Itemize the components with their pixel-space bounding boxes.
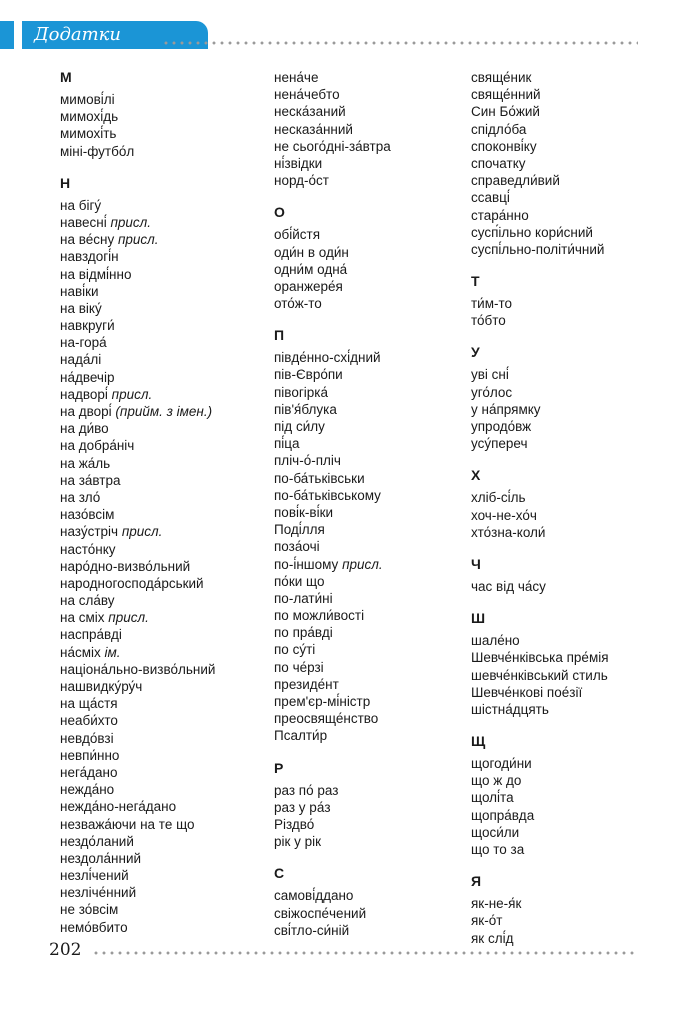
word-entry xyxy=(471,224,609,241)
word-text: по-ба́тьківському xyxy=(274,487,381,503)
word-text: на́двечір xyxy=(60,369,115,385)
letter-section xyxy=(274,69,391,189)
grammar-note: присл. xyxy=(111,386,153,402)
word-entry xyxy=(274,799,391,816)
word-entry xyxy=(274,86,391,103)
word-text: міні-футбо́л xyxy=(60,143,135,159)
word-entry xyxy=(471,524,609,541)
page-number: 202 xyxy=(49,940,82,960)
word-entry xyxy=(471,384,609,401)
letter-section xyxy=(471,610,609,718)
word-entry xyxy=(274,384,391,401)
word-text: на жа́ль xyxy=(60,455,111,471)
word-entry xyxy=(60,266,215,283)
word-entry xyxy=(471,507,609,524)
word-text: по-і́ншому xyxy=(274,556,339,572)
word-entry xyxy=(471,172,609,189)
word-entry xyxy=(471,772,609,789)
word-entry xyxy=(471,912,609,929)
word-text: стара́нно xyxy=(471,207,529,223)
word-entry xyxy=(471,489,609,506)
word-text: щолі́та xyxy=(471,790,514,806)
word-text: спочатку xyxy=(471,155,526,171)
word-text: Шевче́нківська пре́мія xyxy=(471,650,609,666)
word-text: спідло́ба xyxy=(471,121,527,137)
word-entry xyxy=(274,676,391,693)
word-text: нашвидку́ру́ч xyxy=(60,679,143,694)
word-entry xyxy=(60,214,215,231)
word-entry xyxy=(60,816,215,833)
word-text: щогоди́ни xyxy=(471,756,532,772)
word-text: навесні́ xyxy=(60,214,107,230)
word-text: незлі́чений xyxy=(60,868,129,884)
word-entry xyxy=(60,489,215,506)
word-text: націона́льно-визво́льний xyxy=(60,661,216,677)
word-entry xyxy=(471,824,609,841)
letter-section xyxy=(471,69,609,258)
word-entry xyxy=(471,789,609,806)
word-text: хоч-не-хо́ч xyxy=(471,507,537,523)
word-entry xyxy=(60,283,215,300)
word-text: на дворі́ xyxy=(60,404,112,419)
word-text: наспра́вді xyxy=(60,627,122,643)
word-entry xyxy=(60,678,215,695)
word-entry xyxy=(60,143,215,160)
word-text: Псалти́р xyxy=(274,728,328,744)
word-entry xyxy=(274,887,391,904)
word-entry xyxy=(274,659,391,676)
word-text: наро́дно-визво́льний xyxy=(60,558,191,574)
word-text: нездола́нний xyxy=(60,850,142,866)
word-entry xyxy=(274,624,391,641)
word-text: на ве́сну xyxy=(60,232,115,248)
word-entry xyxy=(274,590,391,607)
word-entry xyxy=(274,155,391,172)
word-text: як слі́д xyxy=(471,930,514,946)
word-text: по че́рзі xyxy=(274,659,324,675)
word-entry xyxy=(274,226,391,243)
section-letter: С xyxy=(274,865,285,882)
word-entry xyxy=(60,197,215,214)
word-text: сусп́ільно кори́сний xyxy=(471,224,593,240)
word-text: нада́лі xyxy=(60,352,102,368)
word-entry xyxy=(274,69,391,86)
word-column-1 xyxy=(60,69,215,951)
word-entry xyxy=(471,138,609,155)
word-text: пові́к-ві́ки xyxy=(274,504,334,520)
word-entry xyxy=(274,278,391,295)
word-entry xyxy=(274,538,391,555)
word-entry xyxy=(274,782,391,799)
word-entry xyxy=(471,103,609,120)
word-text: по́ки що xyxy=(274,573,325,589)
word-text: немо́вбито xyxy=(60,919,128,935)
word-column-2 xyxy=(274,69,391,954)
word-entry xyxy=(60,730,215,747)
word-entry xyxy=(60,764,215,781)
word-text: ото́ж-то xyxy=(274,296,322,312)
word-entry xyxy=(60,695,215,712)
word-text: невпи́нно xyxy=(60,747,120,763)
word-entry xyxy=(471,684,609,701)
word-entry xyxy=(274,816,391,833)
word-text: на ща́стя xyxy=(60,696,118,712)
section-letter: У xyxy=(471,344,480,361)
word-entry xyxy=(60,386,215,403)
word-text: рік у рік xyxy=(274,834,322,850)
word-entry xyxy=(471,755,609,772)
grammar-note: присл. xyxy=(342,556,383,572)
word-entry xyxy=(471,701,609,718)
word-entry xyxy=(60,523,215,540)
word-entry xyxy=(274,521,391,538)
word-entry xyxy=(471,435,609,452)
word-entry xyxy=(471,189,609,206)
word-entry xyxy=(60,231,215,248)
letter-section xyxy=(471,467,609,541)
word-text: шале́но xyxy=(471,633,520,649)
footer-dotted-rule xyxy=(92,951,638,955)
word-text: не зо́всім xyxy=(60,902,119,918)
word-text: на відмі́нно xyxy=(60,266,132,282)
word-text: раз по́ раз xyxy=(274,782,339,798)
word-entry xyxy=(60,455,215,472)
word-text: сві́тло-си́ній xyxy=(274,922,350,938)
word-entry xyxy=(471,155,609,172)
word-entry xyxy=(274,401,391,418)
word-text: пі́ца xyxy=(274,436,300,452)
grammar-note: (прийм. з імен.) xyxy=(115,404,213,419)
word-text: упродо́вж xyxy=(471,419,532,434)
word-entry xyxy=(60,472,215,489)
word-entry xyxy=(471,418,609,435)
word-text: щопра́вда xyxy=(471,807,535,823)
word-column-3 xyxy=(471,69,609,962)
word-text: оди́н в оди́н xyxy=(274,244,349,260)
word-entry xyxy=(274,470,391,487)
word-entry xyxy=(274,556,391,573)
word-entry xyxy=(471,207,609,224)
grammar-note: присл. xyxy=(110,214,152,230)
word-text: як-не-я́к xyxy=(471,896,522,912)
grammar-note: присл. xyxy=(108,610,149,626)
word-entry xyxy=(471,241,609,258)
word-entry xyxy=(60,575,215,592)
word-text: норд-о́ст xyxy=(274,173,329,189)
letter-section xyxy=(274,760,391,851)
letter-section xyxy=(274,204,391,312)
word-entry xyxy=(471,86,609,103)
word-entry xyxy=(60,334,215,351)
word-text: по су́ті xyxy=(274,642,316,658)
word-text: на-гора́ xyxy=(60,335,107,351)
word-entry xyxy=(60,901,215,918)
word-text: Шевче́нкові пое́зії xyxy=(471,684,583,700)
word-entry xyxy=(60,300,215,317)
word-text: одни́м одна́ xyxy=(274,261,348,277)
word-entry xyxy=(274,487,391,504)
word-text: щоси́ли xyxy=(471,824,520,840)
word-entry xyxy=(471,366,609,383)
word-text: навкруги́ xyxy=(60,318,115,334)
word-entry xyxy=(60,661,215,678)
word-text: неска́заний xyxy=(274,104,346,120)
word-entry xyxy=(471,312,609,329)
word-entry xyxy=(60,420,215,437)
word-entry xyxy=(471,895,609,912)
letter-section xyxy=(471,273,609,329)
word-entry xyxy=(60,712,215,729)
word-text: пів-Євро́пи xyxy=(274,367,343,383)
word-entry xyxy=(274,641,391,658)
word-text: на́сміх xyxy=(60,644,101,660)
word-entry xyxy=(274,138,391,155)
word-text: назу́стріч xyxy=(60,524,119,540)
word-text: на сміх xyxy=(60,610,105,626)
word-text: наві́ки xyxy=(60,283,99,299)
word-entry xyxy=(60,369,215,386)
word-text: ссавці́ xyxy=(471,190,510,206)
word-text: споконві́ку xyxy=(471,138,537,154)
letter-section xyxy=(274,327,391,744)
word-entry xyxy=(274,504,391,521)
word-entry xyxy=(60,798,215,815)
word-entry xyxy=(274,349,391,366)
word-entry xyxy=(60,351,215,368)
section-letter: П xyxy=(274,327,285,344)
word-text: невдо́взі xyxy=(60,730,114,746)
section-letter: Ш xyxy=(471,610,486,627)
word-text: по-лати́ні xyxy=(274,590,333,606)
word-entry xyxy=(471,121,609,138)
word-entry xyxy=(274,435,391,452)
word-text: пліч-о́-пліч xyxy=(274,453,341,469)
word-text: по пра́вді xyxy=(274,625,333,641)
word-entry xyxy=(60,747,215,764)
word-entry xyxy=(60,850,215,867)
word-text: на зло́ xyxy=(60,489,101,505)
word-text: свяще́нний xyxy=(471,87,541,103)
word-entry xyxy=(60,558,215,575)
word-entry xyxy=(60,644,215,661)
section-letter: Н xyxy=(60,174,71,191)
word-text: півогірка́ xyxy=(274,384,328,400)
word-text: нега́дано xyxy=(60,764,118,780)
word-text: Поді́лля xyxy=(274,522,325,538)
word-text: на ди́во xyxy=(60,421,109,437)
section-letter: Х xyxy=(471,467,481,484)
word-entry xyxy=(274,261,391,278)
letter-section xyxy=(274,865,391,939)
word-text: неаби́хто xyxy=(60,713,118,729)
word-entry xyxy=(471,401,609,418)
grammar-note: присл. xyxy=(121,524,163,540)
grammar-note: ім. xyxy=(104,644,121,660)
word-entry xyxy=(60,437,215,454)
word-entry xyxy=(274,244,391,261)
word-text: нездо́ланий xyxy=(60,833,134,849)
word-text: на сла́ву xyxy=(60,593,115,609)
word-entry xyxy=(60,781,215,798)
word-entry xyxy=(60,626,215,643)
word-entry xyxy=(60,833,215,850)
word-text: хто́зна-коли́ xyxy=(471,524,546,540)
section-letter: Я xyxy=(471,873,482,890)
word-entry xyxy=(274,366,391,383)
section-letter: Ч xyxy=(471,555,481,572)
section-letter: Т xyxy=(471,273,480,290)
word-text: насто́нку xyxy=(60,541,116,557)
word-text: суспі́льно-політи́чний xyxy=(471,241,605,257)
word-text: президе́нт xyxy=(274,676,339,692)
word-text: незважа́ючи на те що xyxy=(60,816,195,832)
word-entry xyxy=(60,541,215,558)
word-text: свіжоспе́чений xyxy=(274,905,367,921)
word-entry xyxy=(60,867,215,884)
header-dotted-rule xyxy=(162,41,638,45)
letter-section xyxy=(60,175,215,936)
word-entry xyxy=(471,841,609,858)
word-text: мимохі́ть xyxy=(60,126,117,142)
word-entry xyxy=(274,295,391,312)
word-entry xyxy=(60,403,215,420)
word-entry xyxy=(274,172,391,189)
letter-section xyxy=(60,69,215,160)
word-text: справедли́вий xyxy=(471,173,560,189)
section-title: Додатки xyxy=(34,24,122,45)
word-text: преосвяще́нство xyxy=(274,711,379,727)
word-entry xyxy=(274,693,391,710)
word-text: Різдво́ xyxy=(274,816,315,832)
word-entry xyxy=(274,452,391,469)
word-text: Син Бо́жий xyxy=(471,104,540,120)
word-text: пів'я́блука xyxy=(274,401,337,417)
word-text: обі́йстя xyxy=(274,227,321,243)
word-entry xyxy=(471,649,609,666)
word-text: на добра́ніч xyxy=(60,438,135,454)
word-text: під си́лу xyxy=(274,419,325,434)
word-entry xyxy=(60,884,215,901)
word-entry xyxy=(274,121,391,138)
header-accent-stripe xyxy=(0,21,14,49)
word-entry xyxy=(274,905,391,922)
word-text: нена́чебто xyxy=(274,87,340,103)
word-entry xyxy=(274,710,391,727)
section-letter: Щ xyxy=(471,733,486,750)
word-entry xyxy=(471,578,609,595)
word-text: навздогі́н xyxy=(60,249,119,265)
word-text: поза́очі xyxy=(274,539,320,555)
word-entry xyxy=(274,573,391,590)
word-text: на за́втра xyxy=(60,472,121,488)
word-text: оранжере́я xyxy=(274,278,343,294)
word-text: уві сні́ xyxy=(471,367,509,383)
word-text: шевче́нківський стиль xyxy=(471,667,608,683)
word-text: нена́че xyxy=(274,70,319,85)
word-text: по можли́вості xyxy=(274,608,365,624)
word-text: що то за xyxy=(471,842,525,857)
word-text: свяще́ник xyxy=(471,70,532,85)
word-entry xyxy=(60,919,215,936)
word-entry xyxy=(471,295,609,312)
letter-section xyxy=(471,733,609,858)
letter-section xyxy=(471,556,609,595)
word-text: самові́ддано xyxy=(274,888,354,904)
word-entry xyxy=(274,833,391,850)
word-text: уго́лос xyxy=(471,384,513,400)
word-entry xyxy=(274,607,391,624)
word-text: шістна́дцять xyxy=(471,701,549,717)
word-text: усу́переч xyxy=(471,436,528,452)
word-entry xyxy=(471,667,609,684)
word-text: незліче́нний xyxy=(60,885,137,901)
word-entry xyxy=(471,930,609,947)
word-text: мимові́лі xyxy=(60,92,115,107)
word-text: на віку́ xyxy=(60,300,102,316)
grammar-note: присл. xyxy=(117,232,159,248)
word-text: раз у ра́з xyxy=(274,799,331,815)
word-text: на бігу́ xyxy=(60,197,102,213)
word-text: у на́прямку xyxy=(471,401,541,417)
word-text: народногоспода́рський xyxy=(60,575,204,591)
word-text: ти́м-то xyxy=(471,296,513,312)
word-entry xyxy=(60,125,215,142)
word-text: то́бто xyxy=(471,313,506,329)
word-entry xyxy=(471,807,609,824)
word-text: не сього́дні-за́втра xyxy=(274,138,391,154)
letter-section xyxy=(471,873,609,947)
word-text: назо́всім xyxy=(60,507,115,523)
section-letter: М xyxy=(60,69,72,85)
word-entry xyxy=(274,727,391,744)
word-text: несказа́нний xyxy=(274,121,353,137)
word-entry xyxy=(60,506,215,523)
word-entry xyxy=(274,103,391,120)
word-text: що ж до xyxy=(471,773,522,789)
word-text: надворі́ xyxy=(60,386,108,402)
word-entry xyxy=(60,91,215,108)
letter-section xyxy=(471,344,609,452)
word-entry xyxy=(60,609,215,626)
word-text: мимохі́дь xyxy=(60,109,119,125)
section-letter: Р xyxy=(274,759,284,776)
word-entry xyxy=(60,592,215,609)
word-text: ні́звідки xyxy=(274,155,323,171)
word-entry xyxy=(274,922,391,939)
word-text: нежда́но-нега́дано xyxy=(60,799,177,815)
word-text: нежда́но xyxy=(60,782,115,798)
section-letter: О xyxy=(274,204,285,221)
word-entry xyxy=(471,69,609,86)
word-text: хліб-сі́ль xyxy=(471,490,526,506)
word-entry xyxy=(471,632,609,649)
word-text: час від ча́су xyxy=(471,578,546,594)
word-entry xyxy=(274,418,391,435)
word-text: по-ба́тьківськи xyxy=(274,470,365,486)
word-entry xyxy=(60,108,215,125)
word-entry xyxy=(60,317,215,334)
word-entry xyxy=(60,248,215,265)
word-text: прем'єр-мі́ністр xyxy=(274,694,371,709)
word-text: півде́нно-схі́дний xyxy=(274,350,381,366)
word-text: як-о́т xyxy=(471,913,503,929)
